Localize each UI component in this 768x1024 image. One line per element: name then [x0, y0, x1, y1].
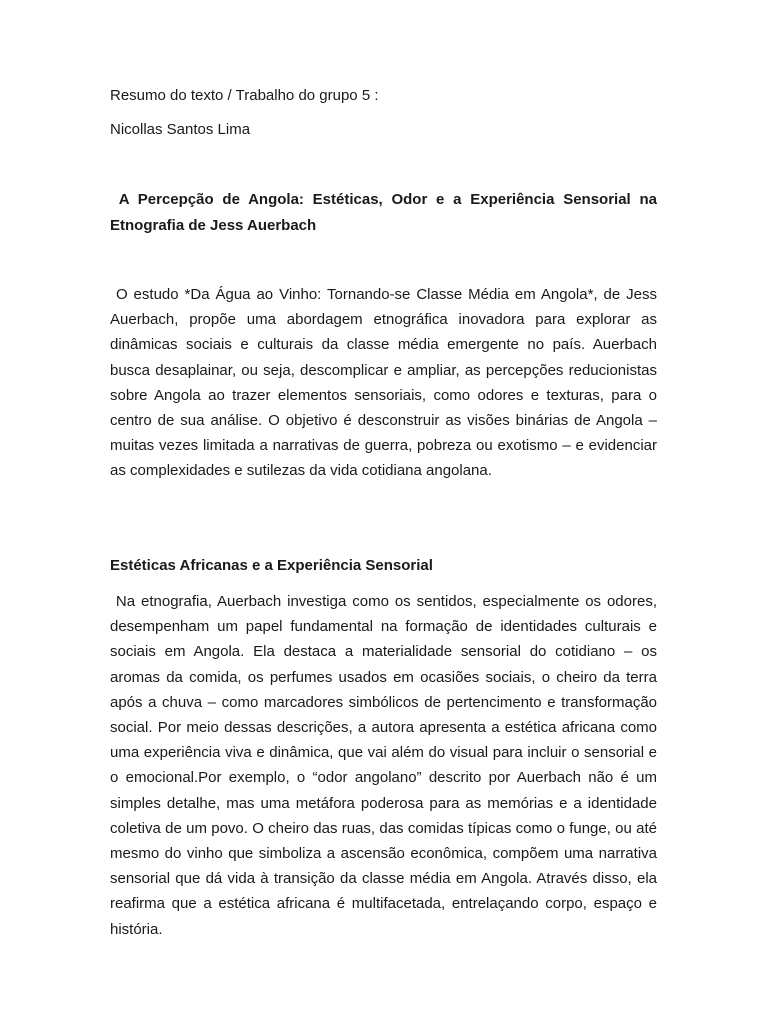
paragraph-intro — [110, 282, 657, 484]
document-author: Nicollas Santos Lima — [110, 121, 251, 138]
section-heading: Estéticas Africanas e a Experiência Sensorial — [110, 557, 433, 574]
document-header: Resumo do texto / Trabalho do grupo 5 : — [110, 87, 379, 104]
paragraph-aesthetics-text: Na etnografia, Auerbach investiga como os sentidos, especialmente os odores, desempenham um papel fundamental na formação de identidades culturais e sociais em Angola. Ela destaca a materialidade sensorial do cotidiano – os aromas da comida, os perfumes usados em ocasiões sociais, o cheiro da terra após a chuva – como marcadores simbólicos de pertencimento e transformação social. Por meio dessas descrições, a autora apresenta a estética africana como uma experiência viva e dinâmica, que vai além do visual para incluir o sensorial e o emocional.Por exemplo, o “odor angolano” descrito por Auerbach não é um simples detalhe, mas uma metáfora poderosa para as memórias e a identidade coletiva de um povo. O cheiro das ruas, das comidas típicas como o funge, ou até mesmo do vinho que simboliza a ascensão econômica, compõem uma narrativa sensorial que dá vida à transição da classe média em Angola. Através disso, ela reafirma que a estética africana é multifacetada, entrelaçando corpo, espaço e história. — [110, 593, 657, 938]
document-title — [110, 187, 657, 239]
document-title-text: A Percepção de Angola: Estéticas, Odor e a Experiência Sensorial na Etnografia de Jess Auerbach — [110, 191, 657, 234]
paragraph-intro-text: O estudo *Da Água ao Vinho: Tornando-se Classe Média em Angola*, de Jess Auerbach, propõe uma abordagem etnográfica inovadora para explorar as dinâmicas sociais e culturais da classe média emergente no país. Auerbach busca desaplainar, ou seja, descomplicar e ampliar, as percepções reducionistas sobre Angola ao trazer elementos sensoriais, como odores e texturas, para o centro de sua análise. O objetivo é desconstruir as visões binárias de Angola – muitas vezes limitada a narrativas de guerra, pobreza ou exotismo – e evidenciar as complexidades e sutilezas da vida cotidiana angolana. — [110, 286, 657, 480]
paragraph-aesthetics — [110, 589, 657, 942]
